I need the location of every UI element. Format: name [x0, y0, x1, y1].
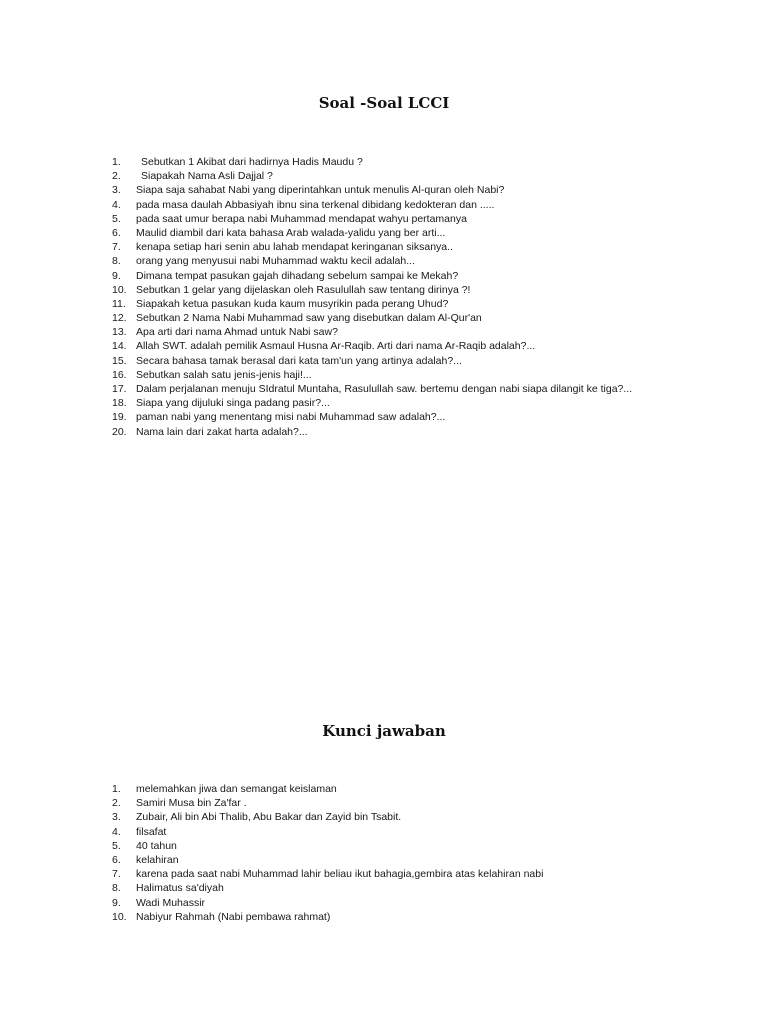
question-item	[112, 283, 732, 297]
question-item-number: 14.	[112, 340, 127, 353]
answer-item-text: Samiri Musa bin Za'far .	[136, 797, 247, 810]
answer-item-number: 2.	[112, 797, 121, 810]
question-item-text: paman nabi yang menentang misi nabi Muhammad saw adalah?...	[136, 411, 446, 424]
question-item-text: Sebutkan 1 gelar yang dijelaskan oleh Rasulullah saw tentang dirinya ?!	[136, 283, 471, 296]
question-item	[112, 183, 732, 197]
answer-key-title: Kunci jawaban	[322, 722, 446, 740]
question-item-text: kenapa setiap hari senin abu lahab mendapat keringanan siksanya..	[136, 241, 453, 254]
question-item	[112, 354, 732, 368]
question-item	[112, 396, 732, 410]
question-item-text: Sebutkan 2 Nama Nabi Muhammad saw yang disebutkan dalam Al-Qur'an	[136, 312, 482, 325]
answer-item	[112, 825, 732, 839]
question-item	[112, 240, 732, 254]
question-item-number: 15.	[112, 354, 127, 367]
question-item	[112, 254, 732, 268]
answer-item	[112, 867, 732, 881]
answer-item	[112, 810, 732, 824]
question-item-text: pada saat umur berapa nabi Muhammad mendapat wahyu pertamanya	[136, 212, 467, 225]
question-item-number: 13.	[112, 326, 127, 339]
question-item-number: 7.	[112, 241, 121, 254]
question-item	[112, 339, 732, 353]
question-item	[112, 311, 732, 325]
question-item-number: 16.	[112, 368, 127, 381]
answer-item-number: 3.	[112, 811, 121, 824]
question-item-text: Siapa yang dijuluki singa padang pasir?...	[136, 397, 330, 410]
answer-item	[112, 796, 732, 810]
question-item-text: Secara bahasa tamak berasal dari kata tam'un yang artinya adalah?...	[136, 354, 462, 367]
question-item-number: 10.	[112, 283, 127, 296]
question-item-text: Siapa saja sahabat Nabi yang diperintahkan untuk menulis Al-quran oleh Nabi?	[136, 184, 505, 197]
answer-item	[112, 782, 732, 796]
question-item-text: Allah SWT. adalah pemilik Asmaul Husna Ar-Raqib. Arti dari nama Ar-Raqib adalah?...	[136, 340, 536, 353]
question-item-text: Apa arti dari nama Ahmad untuk Nabi saw?	[136, 326, 338, 339]
question-item	[112, 410, 732, 424]
question-item	[112, 425, 732, 439]
question-item	[112, 368, 732, 382]
answer-item-text: Zubair, Ali bin Abi Thalib, Abu Bakar dan Zayid bin Tsabit.	[136, 811, 402, 824]
answer-item-text: melemahkan jiwa dan semangat keislaman	[136, 783, 337, 795]
answer-item-number: 9.	[112, 896, 121, 909]
answer-item-number: 4.	[112, 825, 121, 838]
question-item-number: 17.	[112, 383, 127, 395]
answer-item	[112, 853, 732, 867]
answer-item	[112, 896, 732, 910]
question-item-number: 1.	[112, 156, 121, 168]
question-item-number: 5.	[112, 212, 121, 225]
question-item-number: 4.	[112, 198, 121, 211]
answer-item-text: filsafat	[136, 825, 167, 838]
page-title: Soal -Soal LCCI	[318, 94, 450, 112]
question-item-number: 19.	[112, 411, 127, 424]
question-item	[112, 382, 732, 396]
question-item-number: 20.	[112, 425, 127, 438]
question-item	[112, 169, 732, 183]
question-item-text: Sebutkan salah satu jenis-jenis haji!...	[136, 368, 312, 381]
question-item-text: pada masa daulah Abbasiyah ibnu sina terkenal dibidang kedokteran dan .....	[136, 198, 495, 211]
answer-list	[112, 782, 732, 924]
question-item-number: 12.	[112, 312, 127, 325]
answer-item-text: Nabiyur Rahmah (Nabi pembawa rahmat)	[136, 910, 331, 923]
question-item-number: 8.	[112, 255, 121, 268]
answer-item-text: 40 tahun	[136, 839, 177, 852]
question-item-text: Siapakah Nama Asli Dajjal ?	[141, 170, 273, 183]
question-item-text: Sebutkan 1 Akibat dari hadirnya Hadis Maudu ?	[141, 156, 363, 168]
question-item-number: 6.	[112, 226, 121, 239]
question-item	[112, 226, 732, 240]
answer-item-number: 6.	[112, 853, 121, 866]
question-list	[112, 155, 732, 439]
question-item	[112, 325, 732, 339]
answer-item	[112, 910, 732, 924]
question-item	[112, 297, 732, 311]
answer-item-number: 1.	[112, 783, 121, 795]
question-item-number: 11.	[112, 297, 126, 310]
answer-item-text: kelahiran	[136, 853, 179, 866]
answer-item-number: 5.	[112, 839, 121, 852]
answer-item	[112, 881, 732, 895]
answer-item-number: 10.	[112, 910, 127, 923]
question-item	[112, 269, 732, 283]
answer-item-text: Wadi Muhassir	[136, 896, 206, 909]
question-item-number: 3.	[112, 184, 121, 197]
answer-item	[112, 839, 732, 853]
question-item-text: Dalam perjalanan menuju SIdratul Muntaha, Rasulullah saw. bertemu dengan nabi siapa dilangit ke tiga?...	[136, 383, 633, 395]
question-item-text: orang yang menyusui nabi Muhammad waktu kecil adalah...	[136, 255, 415, 268]
question-item-number: 9.	[112, 269, 121, 282]
answer-item-text: karena pada saat nabi Muhammad lahir beliau ikut bahagia,gembira atas kelahiran nabi	[136, 868, 544, 881]
question-item-number: 18.	[112, 397, 127, 410]
answer-item-text: Halimatus sa'diyah	[136, 882, 224, 895]
question-item	[112, 212, 732, 226]
question-item-text: Maulid diambil dari kata bahasa Arab walada-yalidu yang ber arti...	[136, 226, 446, 239]
question-item-number: 2.	[112, 170, 121, 183]
question-item-text: Siapakah ketua pasukan kuda kaum musyrikin pada perang Uhud?	[136, 297, 449, 310]
answer-item-number: 8.	[112, 882, 121, 895]
question-item-text: Dimana tempat pasukan gajah dihadang sebelum sampai ke Mekah?	[136, 269, 459, 282]
question-item	[112, 155, 732, 169]
question-item-text: Nama lain dari zakat harta adalah?...	[136, 425, 308, 438]
question-item	[112, 198, 732, 212]
answer-item-number: 7.	[112, 868, 121, 881]
